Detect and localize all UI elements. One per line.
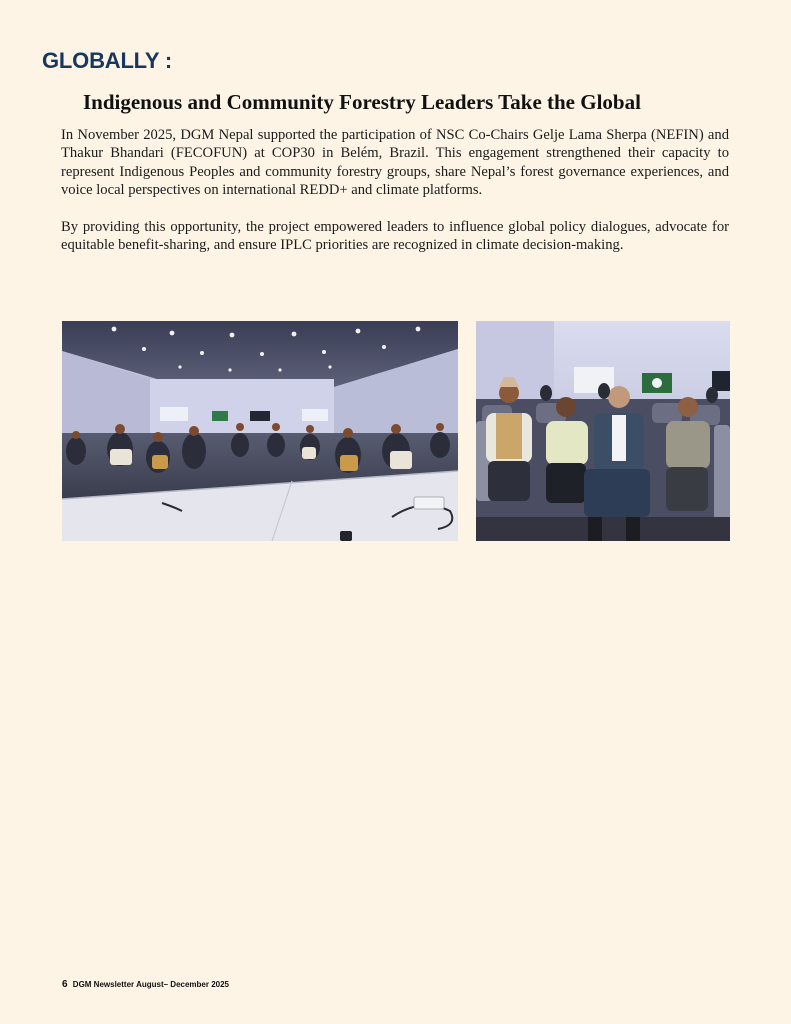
article-paragraph-2: By providing this opportunity, the project empowered leaders to influence global policy dialogues, advocate for equitable benefit-sharing, and ensure IPLC priorities are recognized in climate decision-making. xyxy=(61,218,729,254)
article-title: Indigenous and Community Forestry Leaders Take the Global xyxy=(83,90,641,114)
cop30-delegates-photo xyxy=(476,321,730,541)
article-paragraph-1: In November 2025, DGM Nepal supported the participation of NSC Co-Chairs Gelje Lama Sherpa (NEFIN) and Thakur Bhandari (FECOFUN) at COP30 in Belém, Brazil. This engagement strengthened their capacity to represent Indigenous Peoples and community forestry groups, share Nepal’s forest governance experiences, and voice local perspectives on international REDD+ and climate platforms. xyxy=(61,127,729,199)
page-footer xyxy=(62,979,229,990)
conference-room-photo xyxy=(62,321,458,541)
publication-name: DGM Newsletter August– December 2025 xyxy=(72,980,229,989)
page-number: 6 xyxy=(62,979,68,990)
section-label: GLOBALLY : xyxy=(42,48,173,73)
article-body xyxy=(61,126,729,272)
